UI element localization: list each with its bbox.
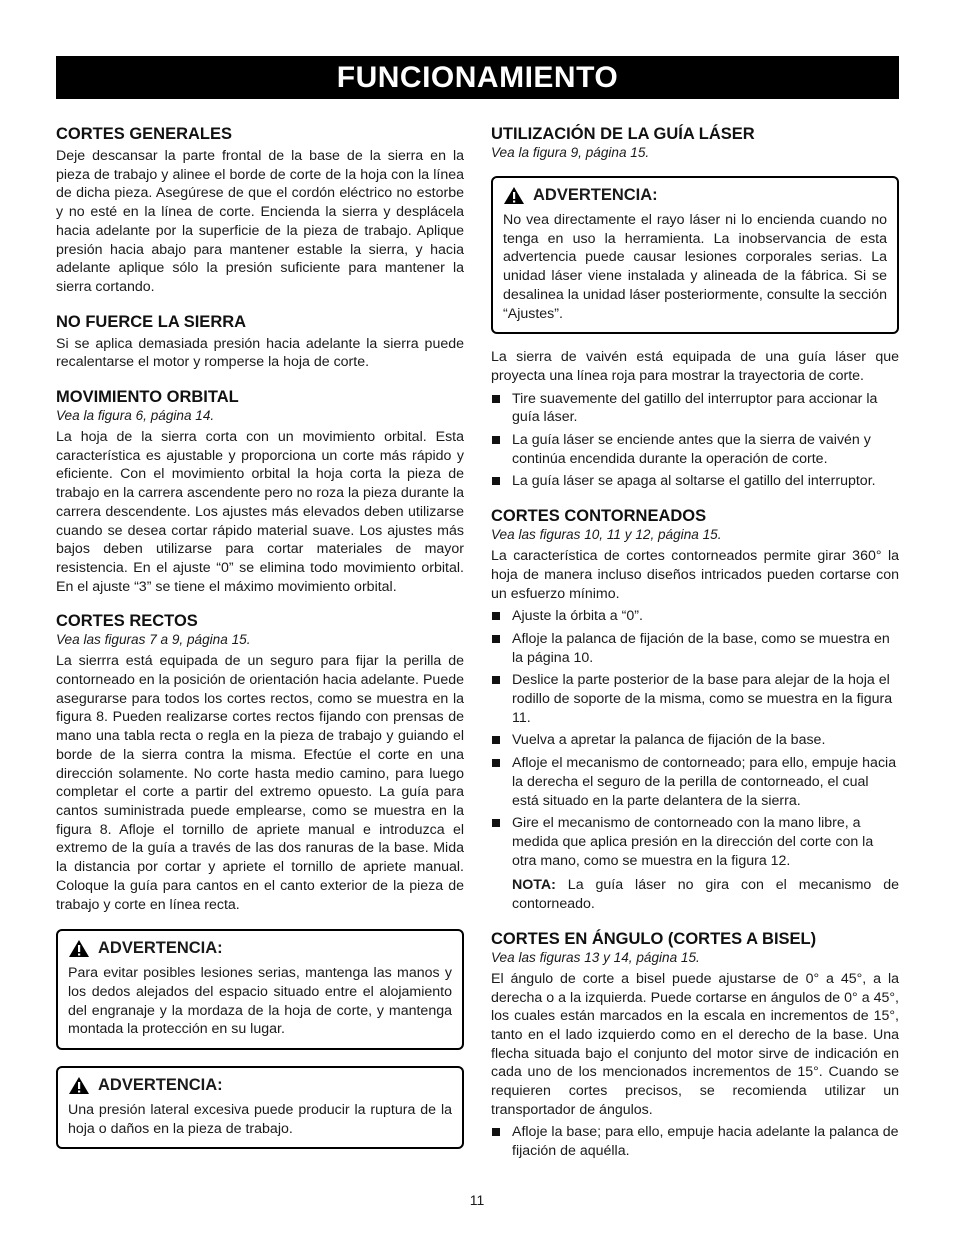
bullet-square-icon: [492, 635, 500, 643]
note-label: NOTA:: [512, 877, 556, 894]
bullet-square-icon: [492, 736, 500, 744]
bullet-square-icon: [492, 819, 500, 827]
figure-reference: Vea las figuras 13 y 14, página 15.: [491, 949, 700, 965]
bullet-square-icon: [492, 477, 500, 485]
warning-heading: ADVERTENCIA:: [98, 1076, 223, 1095]
list-item: La guía láser se apaga al soltarse el gatillo del interruptor.: [491, 472, 899, 491]
warning-box: [56, 929, 464, 1050]
warning-body: Una presión lateral excesiva puede producir la ruptura de la hoja o daños en la pieza de trabajo.: [68, 1102, 452, 1137]
figure-reference: Vea las figuras 7 a 9, página 15.: [56, 632, 251, 648]
section-movimiento-orbital: [56, 387, 464, 596]
list-item: Afloje la palanca de fijación de la base, como se muestra en la página 10.: [491, 630, 899, 667]
bullet-square-icon: [492, 436, 500, 444]
bullet-square-icon: [492, 759, 500, 767]
section-heading: CORTES EN ÁNGULO (CORTES A BISEL): [491, 929, 817, 948]
warning-triangle-icon: [503, 186, 525, 205]
figure-reference: Vea la figura 9, página 15.: [491, 145, 650, 160]
bullet-square-icon: [492, 1128, 500, 1136]
note: [491, 876, 899, 913]
warning-heading: ADVERTENCIA:: [98, 939, 223, 958]
section-heading: NO FUERCE LA SIERRA: [56, 312, 247, 331]
warning-triangle-icon: [68, 1076, 90, 1095]
warning-header: [68, 939, 452, 958]
section-cortes-generales: [56, 124, 464, 297]
section-body: La sierra de vaivén está equipada de una guía láser que proyecta una línea roja para mostrar la trayectoria de corte.: [491, 349, 899, 384]
list-item: Ajuste la órbita a “0”.: [491, 607, 899, 626]
left-column: [56, 124, 464, 1149]
bullet-square-icon: [492, 395, 500, 403]
figure-reference: Vea la figura 6, página 14.: [56, 408, 215, 424]
section-body: Si se aplica demasiada presión hacia adelante la sierra puede recalentarse el motor y romperse la hoja de corte.: [56, 335, 464, 371]
section-heading: MOVIMIENTO ORBITAL: [56, 388, 239, 407]
section-cortes-rectos: [56, 611, 464, 914]
section-cortes-contorneados: [491, 506, 899, 914]
section-heading: CORTES RECTOS: [56, 612, 198, 631]
title-bar: [56, 56, 899, 99]
list-item: Deslice la parte posterior de la base para alejar de la hoja el rodillo de soporte de la misma, como se muestra en la figura 11.: [491, 671, 899, 727]
warning-header: [503, 186, 887, 205]
list-item: Vuelva a apretar la palanca de fijación de la base.: [491, 731, 899, 750]
page-title: FUNCIONAMIENTO: [336, 61, 619, 94]
list-item: Afloje la base; para ello, empuje hacia adelante la palanca de fijación de aquélla.: [491, 1123, 899, 1160]
section-heading: UTILIZACIÓN DE LA GUÍA LÁSER: [491, 125, 755, 143]
bullet-list: [491, 1123, 899, 1160]
section-body: El ángulo de corte a bisel puede ajustarse de 0° a 45°, a la derecha o a la izquierda. Puede cortarse en ángulos de 0° a 45°, los cuales están marcados en la escala en incrementos de 15°, tanto en el lado izquierdo como en el derecho de la base. Una flecha situada bajo el conjunto del motor sirve de indicación en cada uno de los mencionados incrementos de 15°. Cuando se requieren cortes precisos, se recomienda utilizar un transportador de ángulos.: [491, 970, 899, 1118]
section-cortes-angulo: [491, 929, 899, 1161]
warning-box: [56, 1066, 464, 1149]
warning-body: Para evitar posibles lesiones serias, mantenga las manos y los dedos alejados del espacio situado entre el alojamiento del engranaje y la mordaza de la hoja de corte, y mantenga montada la protección en su lugar.: [68, 965, 452, 1038]
right-column: [491, 124, 899, 1176]
section-body: Deje descansar la parte frontal de la base de la sierra en la pieza de trabajo y alinee el borde de corte de la hoja con la línea de dicha pieza. Asegúrese de que el cordón eléctrico no estorbe y no esté en la línea de corte. Encienda la sierra y desplácela hacia adelante por la superficie de la pieza de trabajo. Aplique presión hacia abajo para mantener estable la sierra, y hacia adelante aplique sólo la presión suficiente para mantener la sierra cortando.: [56, 148, 464, 295]
section-body: La hoja de la sierra corta con un movimiento orbital. Esta característica es ajustable y proporciona un corte más rápido y eficiente. Con el movimiento orbital la hoja corta la pieza de trabajo en la carrera ascendente pero no roza la pieza durante la carrera descendente. Los ajustes más elevados deben utilizarse cuando se desea cortar rápido material suave. Los ajustes más bajos deben utilizarse para cortar materiales de mayor resistencia. En el ajuste “0” se elimina todo movimiento orbital. En el ajuste “3” se tiene el máximo movimiento orbital.: [56, 429, 464, 595]
list-item: Tire suavemente del gatillo del interruptor para accionar la guía láser.: [491, 390, 899, 427]
page-number: 11: [469, 1192, 485, 1208]
section-body: La característica de cortes contorneados permite girar 360° la hoja de manera incluso diseños intricados pueden cortarse con un esfuerzo mínimo.: [491, 548, 899, 602]
section-body: La sierrra está equipada de un seguro para fijar la perilla de contorneado en la posición de orientación hacia adelante. Puede asegurarse para todos los cortes rectos, como se muestra en la figura 8. Pueden realizarse cortes rectos fijando con prensas de mano una tabla recta o regla en la pieza de trabajo y guiando el borde de la sierra contra la misma. Efectúe el corte en una dirección solamente. No corte hasta medio camino, para luego completar el corte a partir del extremo opuesto. La guía para cantos suministrada puede emplearse, como se muestra en la figura 8. Afloje el tornillo de apriete manual e introduzca el extremo de la guía a través de las dos ranuras de la base. Mida la distancia por cortar y apriete el tornillo de apriete manual. Coloque la guía para cantos en el canto exterior de la pieza de trabajo y corte en línea recta.: [56, 653, 464, 913]
warning-heading: ADVERTENCIA:: [533, 186, 658, 204]
list-item: Afloje el mecanismo de contorneado; para ello, empuje hacia la derecha el seguro de la perilla de contorneado, el cual está situado en la parte delantera de la sierra.: [491, 754, 899, 810]
list-item: La guía láser se enciende antes que la sierra de vaivén y continúa encendida durante la operación de corte.: [491, 431, 899, 468]
section-heading: CORTES GENERALES: [56, 125, 233, 143]
note-text: La guía láser no gira con el mecanismo de contorneado.: [512, 877, 899, 913]
bullet-list: [491, 390, 899, 492]
list-item: Gire el mecanismo de contorneado con la mano libre, a medida que aplica presión en la dirección del corte con la otra mano, como se muestra en la figura 12.: [491, 814, 899, 870]
warning-body: No vea directamente el rayo láser ni lo encienda cuando no tenga en uso la herramienta. La inobservancia de esta advertencia puede causar lesiones corporales serias. La unidad láser viene instalada y alineada de la fábrica. Si se desalinea la unidad láser posteriormente, consulte la sección “Ajustes”.: [503, 212, 887, 322]
section-guia-laser: [491, 124, 899, 491]
warning-triangle-icon: [68, 939, 90, 958]
bullet-square-icon: [492, 612, 500, 620]
bullet-list: [491, 607, 899, 870]
warning-header: [68, 1076, 452, 1095]
section-no-fuerce: [56, 312, 464, 372]
figure-reference: Vea las figuras 10, 11 y 12, página 15.: [491, 527, 722, 543]
section-heading: CORTES CONTORNEADOS: [491, 507, 707, 526]
warning-box: [491, 176, 899, 334]
bullet-square-icon: [492, 676, 500, 684]
